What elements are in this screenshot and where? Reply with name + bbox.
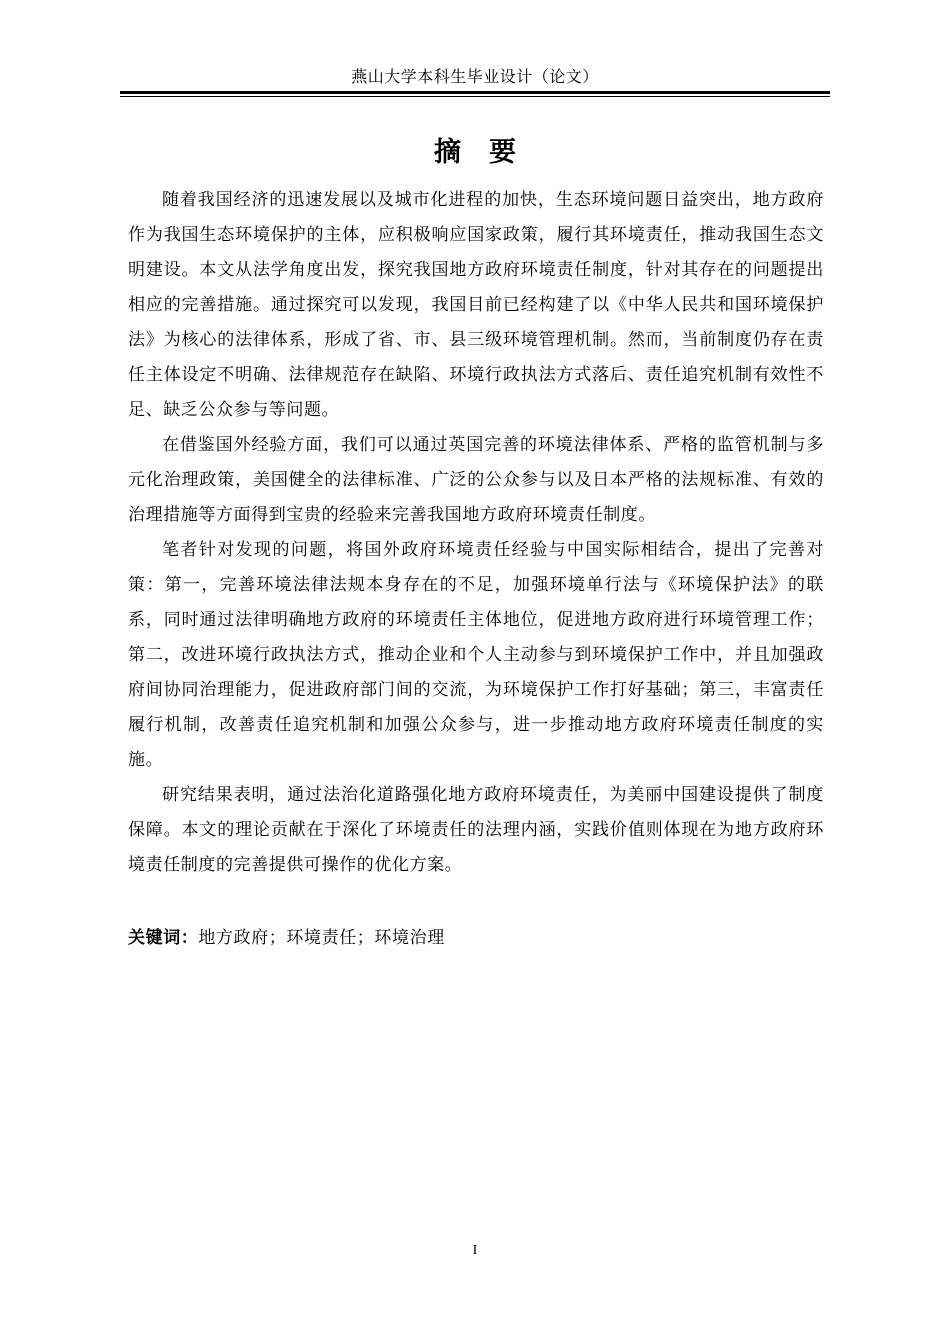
running-header: 燕山大学本科生毕业设计（论文） <box>351 67 599 86</box>
header-rule-thin <box>120 96 830 97</box>
abstract-paragraph-2: 在借鉴国外经验方面，我们可以通过英国完善的环境法律体系、严格的监管机制与多元化治理政策，美国健全的法律标准、广泛的公众参与以及日本严格的法规标准、有效的治理措施等方面得到宝贵的经验来完善我国地方政府环境责任制度。 <box>128 435 824 525</box>
abstract-title: 摘要 <box>434 137 544 168</box>
keywords-line <box>128 921 824 956</box>
abstract-paragraph-1: 随着我国经济的迅速发展以及城市化进程的加快，生态环境问题日益突出，地方政府作为我国生态环境保护的主体，应积极响应国家政策，履行其环境责任，推动我国生态文明建设。本文从法学角度出发，探究我国地方政府环境责任制度，针对其存在的问题提出相应的完善措施。通过探究可以发现，我国目前已经构建了以《中华人民共和国环境保护法》为核心的法律体系，形成了省、市、县三级环境管理机制。然而，当前制度仍存在责任主体设定不明确、法律规范存在缺陷、环境行政执法方式落后、责任追究机制有效性不足、缺乏公众参与等问题。 <box>128 190 824 420</box>
header-rule-thick <box>120 91 830 94</box>
keywords-text: 地方政府；环境责任；环境治理 <box>198 928 445 948</box>
abstract-paragraph-3: 笔者针对发现的问题，将国外政府环境责任经验与中国实际相结合，提出了完善对策：第一，完善环境法律法规本身存在的不足，加强环境单行法与《环境保护法》的联系，同时通过法律明确地方政府的环境责任主体地位，促进地方政府进行环境管理工作；第二，改进环境行政执法方式，推动企业和个人主动参与到环境保护工作中，并且加强政府间协同治理能力，促进政府部门间的交流，为环境保护工作打好基础；第三，丰富责任履行机制，改善责任追究机制和加强公众参与，进一步推动地方政府环境责任制度的实施。 <box>128 540 824 770</box>
abstract-body <box>128 183 824 883</box>
abstract-paragraph-4: 研究结果表明，通过法治化道路强化地方政府环境责任，为美丽中国建设提供了制度保障。本文的理论贡献在于深化了环境责任的法理内涵，实践价值则体现在为地方政府环境责任制度的完善提供可操作的优化方案。 <box>128 785 824 875</box>
keywords-label: 关键词： <box>128 928 199 948</box>
page-number: I <box>472 1243 478 1258</box>
